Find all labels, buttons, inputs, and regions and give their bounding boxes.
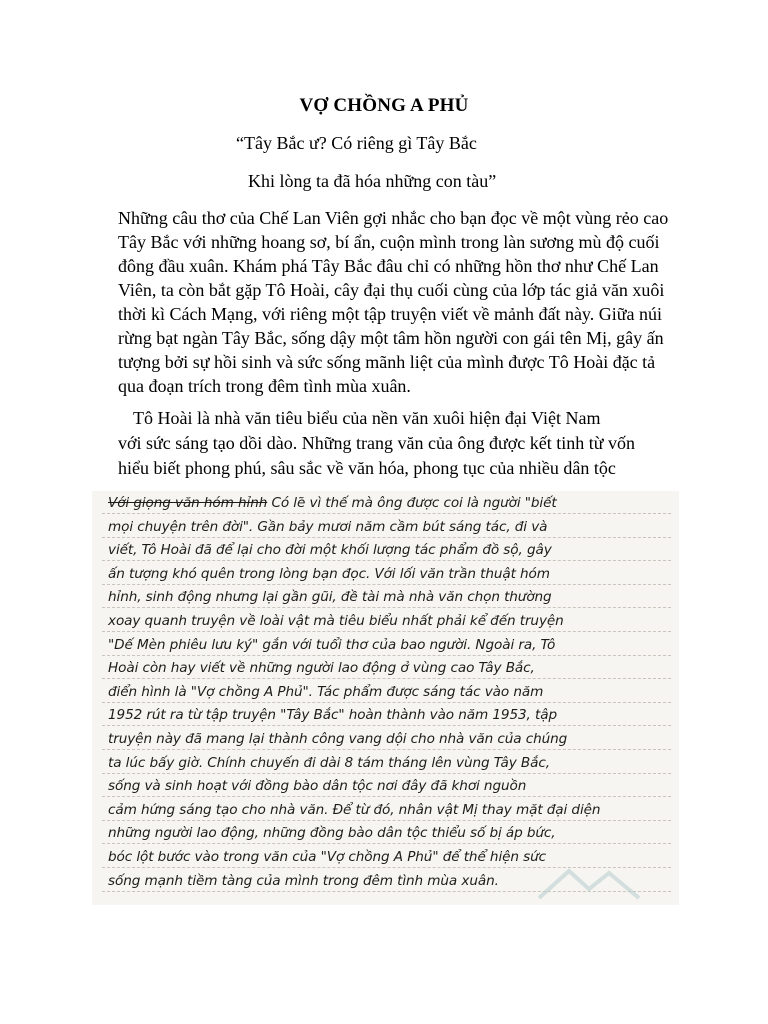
notebook-rule (102, 631, 671, 632)
handwritten-line: mọi chuyện trên đời". Gần bảy mươi năm cầm bút sáng tác, đi và (108, 518, 548, 535)
text-line: Tây Bắc với những hoang sơ, bí ẩn, cuộn mình trong làn sương mù độ cuối (118, 232, 660, 252)
text-line: rừng bạt ngàn Tây Bắc, sống dậy một tâm hồn người con gái tên Mị, gây ấn (118, 328, 664, 348)
handwritten-line: viết, Tô Hoài đã để lại cho đời một khối lượng tác phẩm đồ sộ, gây (108, 542, 552, 559)
text-line: với sức sáng tạo dồi dào. Những trang văn của ông được kết tinh từ vốn (118, 433, 635, 453)
handwritten-line: sống mạnh tiềm tàng của mình trong đêm tình mùa xuân. (108, 872, 499, 889)
text-line: tượng bởi sự hồi sinh và sức sống mãnh liệt của mình được Tô Hoài đặc tả (118, 352, 656, 372)
notebook-rule (102, 513, 671, 514)
notebook-rule (102, 749, 671, 750)
handwritten-line: Với giọng văn hóm hỉnh Có lẽ vì thế mà ông được coi là người "biết (108, 495, 557, 511)
handwritten-line: ấn tượng khó quên trong lòng bạn đọc. Với lối văn trần thuật hóm (108, 565, 550, 582)
text-line: đông đầu xuân. Khám phá Tây Bắc đâu chỉ có những hồn thơ như Chế Lan (118, 256, 659, 276)
handwritten-line: xoay quanh truyện về loài vật mà tiêu biểu nhất phải kể đến truyện (108, 613, 564, 629)
text-line: hiểu biết phong phú, sâu sắc về văn hóa, phong tục của nhiều dân tộc (118, 458, 616, 478)
handwritten-line: bóc lột bước vào trong văn của "Vợ chồng A Phủ" để thể hiện sức (108, 849, 546, 865)
notebook-rule (102, 843, 671, 844)
epigraph-line-2: Khi lòng ta đã hóa những con tàu” (248, 171, 497, 191)
handwritten-line: truyện này đã mang lại thành công vang dội cho nhà văn của chúng (108, 731, 568, 747)
notebook-rule (102, 560, 671, 561)
notebook-rule (102, 584, 671, 585)
handwritten-line: ta lúc bấy giờ. Chính chuyến đi dài 8 tám tháng lên vùng Tây Bắc, (108, 754, 550, 771)
notebook-rule (102, 537, 671, 538)
document-title: VỢ CHỒNG A PHỦ (299, 95, 469, 116)
paragraph-intro (118, 206, 673, 398)
epigraph-line-1: “Tây Bắc ư? Có riêng gì Tây Bắc (236, 133, 477, 153)
handwritten-line: Hoài còn hay viết về những người lao động ở vùng cao Tây Bắc, (108, 660, 535, 677)
notebook-rule (102, 820, 671, 821)
notebook-rule (102, 796, 671, 797)
handwritten-line: cảm hứng sáng tạo cho nhà văn. Để từ đó, nhân vật Mị thay mặt đại diện (108, 801, 601, 818)
text-line: thời kì Cách Mạng, với riêng một tập truyện viết về mảnh đất này. Giữa núi (118, 304, 663, 324)
notebook-rule (102, 655, 671, 656)
handwritten-line: hỉnh, sinh động nhưng lại gần gũi, đề tài mà nhà văn chọn thường (108, 589, 552, 606)
notebook-rule (102, 773, 671, 774)
struck-out-text: Với giọng văn hóm hỉnh (108, 495, 268, 511)
notebook-rule (102, 867, 671, 868)
text-line: qua đoạn trích trong đêm tình mùa xuân. (118, 376, 411, 396)
handwritten-line: "Dế Mèn phiêu lưu ký" gắn với tuổi thơ của bao người. Ngoài ra, Tô (108, 636, 556, 653)
handwritten-line: 1952 rút ra từ tập truyện "Tây Bắc" hoàn thành vào năm 1953, tập (108, 707, 557, 724)
notebook-rule (102, 891, 671, 892)
text-line: Những câu thơ của Chế Lan Viên gợi nhắc cho bạn đọc về một vùng rẻo cao (118, 208, 669, 228)
text-line: Tô Hoài là nhà văn tiêu biểu của nền văn xuôi hiện đại Việt Nam (133, 408, 601, 428)
notebook-rule (102, 725, 671, 726)
handwritten-line: những người lao động, những đồng bào dân tộc thiểu số bị áp bức, (108, 825, 556, 842)
notebook-rule (102, 607, 671, 608)
notebook-rule (102, 678, 671, 679)
notebook-rule (102, 702, 671, 703)
handwritten-line: điển hình là "Vợ chồng A Phủ". Tác phẩm được sáng tác vào năm (108, 683, 544, 700)
handwritten-notebook-scan (92, 491, 679, 905)
handwritten-line: sống và sinh hoạt với đồng bào dân tộc nơi đây đã khơi nguồn (108, 778, 527, 795)
paragraph-author (118, 406, 673, 481)
text-line: Viên, ta còn bắt gặp Tô Hoài, cây đại thụ cuối cùng của lớp tác giả văn xuôi (118, 280, 665, 300)
